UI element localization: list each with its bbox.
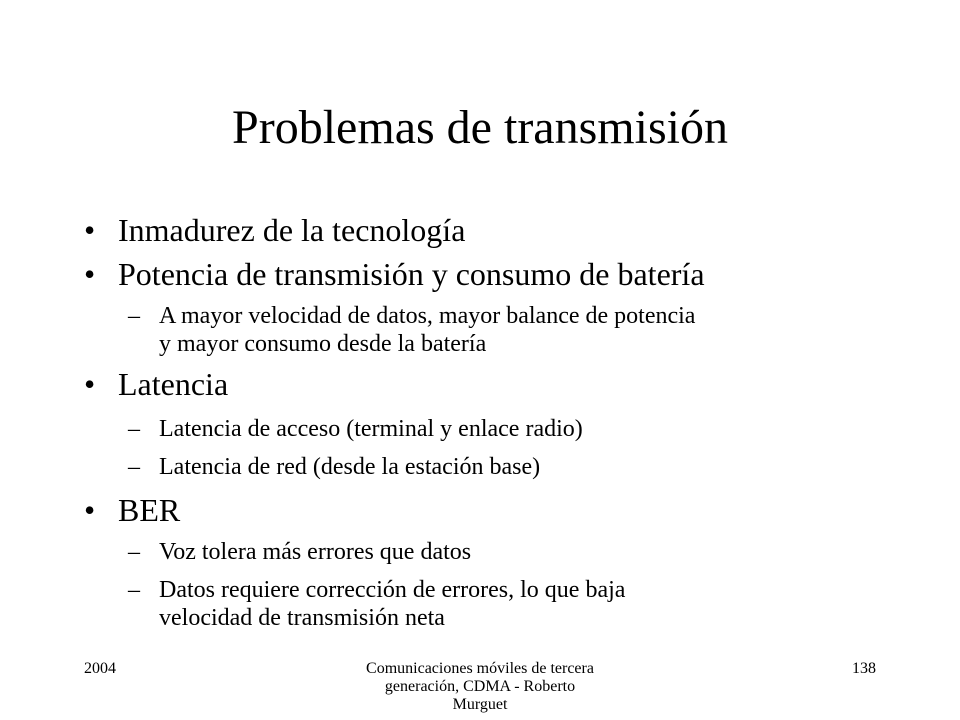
slide-title: Problemas de transmisión (232, 101, 728, 154)
bullet-text: BER (118, 492, 181, 528)
bullet-marker: • (84, 212, 96, 248)
footer-course-line: Comunicaciones móviles de tercera (366, 660, 594, 677)
footer-year: 2004 (84, 660, 116, 677)
footer-page-number: 138 (852, 660, 876, 677)
sub-bullet-marker: – (128, 577, 140, 603)
bullet-text: Potencia de transmisión y consumo de batería (118, 256, 705, 292)
sub-bullet-text: velocidad de transmisión neta (159, 605, 445, 631)
sub-bullet-text: Latencia de red (desde la estación base) (159, 454, 541, 480)
sub-bullet-marker: – (128, 416, 140, 442)
bullet-text: Inmadurez de la tecnología (118, 212, 466, 248)
bullet-marker: • (84, 366, 96, 402)
sub-bullet-text: Voz tolera más errores que datos (159, 539, 472, 565)
footer-course-title (330, 660, 630, 714)
sub-bullet-marker: – (128, 303, 140, 329)
sub-bullet-text: y mayor consumo desde la batería (159, 331, 487, 357)
sub-bullet-text: Datos requiere corrección de errores, lo que baja (159, 577, 626, 603)
footer-course-line: generación, CDMA - Roberto (384, 678, 576, 695)
sub-bullet-marker: – (128, 454, 140, 480)
bullet-text: Latencia (118, 366, 229, 402)
bullet-marker: • (84, 492, 96, 528)
sub-bullet-text: A mayor velocidad de datos, mayor balance de potencia (159, 303, 696, 329)
sub-bullet-marker: – (128, 539, 140, 565)
bullet-marker: • (84, 256, 96, 292)
sub-bullet-text: Latencia de acceso (terminal y enlace radio) (159, 416, 583, 442)
footer-course-line: Murguet (452, 696, 508, 713)
